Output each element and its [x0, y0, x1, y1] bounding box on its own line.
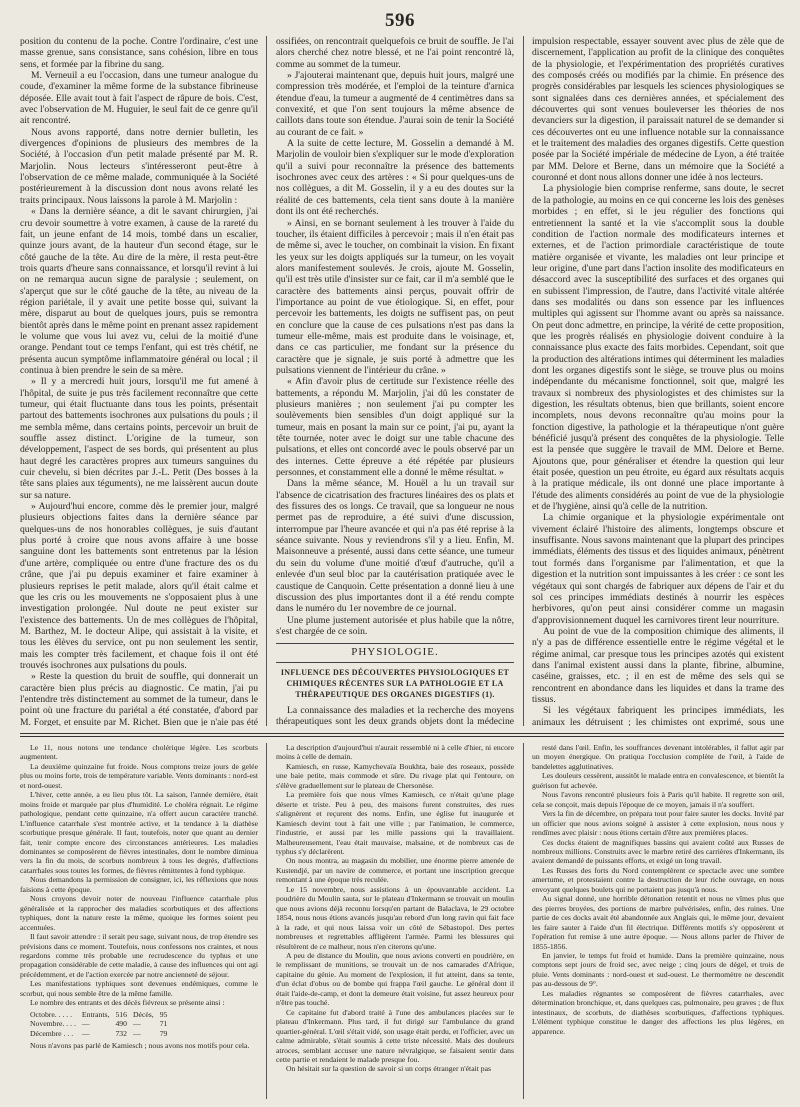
lower-column-2	[276, 743, 514, 1099]
paragraph: Au point de vue de la composition chimique des aliments, il n'y a pas de différence essentielle entre le régime végétal et le régime animal, car presque tous les principes azotés qui existent dans l'animal existent aussi dans la plante, fibrine, albumine, caséine, graisses, etc. ; il en est de même des sels qui se rencontrent en abondance dans les liquides et dans la trame des tissus.	[532, 625, 784, 705]
paragraph: resté dans l'œil. Enfin, les souffrances devenant intolérables, il fallut agir par un moyen énergique. On pratiqua l'occlusion complète de l'œil, à l'aide de bandelettes agglutinatives.	[532, 743, 784, 771]
paragraph: » Il y a mercredi huit jours, lorsqu'il me fut amené à l'hôpital, de suite je pus très facilement reconnaître que cette tumeur, qui était fluctuante dans tous les points, présentait partout des battements isochrones aux pulsations du pouls ; il me sembla même, dans certains points, percevoir un bruit de souffle assez distinct. L'origine de la tumeur, son développement, l'aspect de ses bords, qui présentent au plus haut degré les caractères propres aux tumeurs sanguines du cuir chevelu, si bien décrites par J.-L. Petit (Des bosses à la tête sans plaies aux téguments), ne me laissèrent aucun doute sur sa nature.	[20, 376, 258, 501]
table-cell: Novembre. . . .	[30, 1019, 76, 1029]
table-cell: Octobre. . . . .	[30, 1009, 73, 1019]
table-cell: Décembre . . .	[30, 1028, 74, 1038]
table-cell: Entrants,	[81, 1009, 110, 1019]
paragraph: » J'ajouterai maintenant que, depuis huit jours, malgré une compression très modérée, et l'emploi de la teinture d'arnica étendue d'eau, la tumeur a augmenté de 4 centimètres dans sa convexité, et que l'on sent toujours la même absence de caillots dans toute son étendue. J'aurai soin de tenir la Société au courant de ce fait. »	[276, 70, 514, 138]
column-divider	[523, 743, 524, 1099]
page-number: 596	[385, 10, 415, 31]
upper-column-2	[276, 36, 514, 726]
paragraph: » Aujourd'hui encore, comme dès le premier jour, malgré plusieurs objections faites dans la dernière séance par quelques-uns de nos honorables collègues, je suis d'autant plus porté à croire que nous avons affaire à une bosse sanguine dont les battements sont entretenus par la lésion d'une artère, compliquée ou entre d'une fracture des os du crâne, que j'ai pu depuis examiner et faire examiner à plusieurs reprises le petit malade, alors qu'il était calme et que les cris ou les mouvements ne s'opposaient plus à une investigation prolongée. Nul doute ne peut exister sur l'existence des battements. Un de mes collègues de l'hôpital, M. Barthez, M. le docteur Alipe, qui assistait à la visite, et tous les élèves du service, ont pu non seulement les sentir, mais les compter très facilement, et chaque fois il ont été trouvés isochrones aux pulsations du pouls.	[20, 501, 258, 671]
paragraph: La connaissance des maladies et la recherche des moyens thérapeutiques sont les deux grands objets dont la médecine	[276, 704, 514, 726]
column-divider	[266, 743, 267, 1099]
paragraph: L'hiver, cette année, a eu lieu plus tôt. La saison, l'année dernière, était moins froide et marquée par plus d'humidité. Le choléra régnait. Le régime pathologique, pendant cette quinzaine, n'a offert aucun caractère tranché. L'influence catarrhale s'est montrée active, et la tendance à la diathèse scorbutique presque générale. Il faut, toutefois, noter que quant au dernier fait, tenir compte encore des circonstances antérieures. Les maladies dominantes se composèrent de fièvres intestinales, dont le nombre diminua vers la fin du mois, de scorbuts nombreux à tous les degrés, d'affections catarrhales sous toutes les formes, de fièvres rémittentes à fond typhique.	[20, 790, 258, 875]
article-subheading: INFLUENCE DES DÉCOUVERTES PHYSIOLOGIQUES ET CHIMIQUES RÉCENTES SUR LA PATHOLOGIE ET LA THÉRAPEUTIQUE DES ORGANES DIGESTIFS (1).	[280, 667, 510, 700]
table-cell: 732	[115, 1028, 127, 1038]
table-cell: Décès,	[132, 1009, 154, 1019]
paragraph: Le 15 novembre, nous assistions à un épouvantable accident. La poudrière du Moulin sauta, sur le plateau d'Inkermann se trouvait un moulin que nous avions déjà reconnu lorsqu'en partant de Balaclava, le 29 octobre 1854, nous nous étions avancés jusqu'au rebord d'un long ravin qui fait face à la rade, et qui nous laissa voir un côté de Sébastopol. Des pertes nombreuses et regrettables affligèrent l'armée. Parmi les blessures qui résultèrent de ce malheur, nous n'en citerons qu'une.	[276, 884, 514, 951]
paragraph: Si les végétaux fabriquent les principes immédiats, les animaux les détruisent ; les chimistes ont exprimé, sous une	[532, 705, 784, 726]
paragraph: Ces docks étaient de magnifiques bassins qui avaient coûté aux Russes de nombreux millions. Construits avec le marbre retiré des carrières d'Inkermann, ils avaient demandé de puissants efforts, et exigé un long travail.	[532, 837, 784, 866]
paragraph: Les douleurs cessèrent, aussitôt le malade entra en convalescence, et bientôt la guérison fut achevée.	[532, 771, 784, 790]
paragraph: M. Verneuil a eu l'occasion, dans une tumeur analogue du coude, d'examiner la même forme de la substance fibrineuse déposée. Elle avait tout à fait l'aspect de râpure de bois. C'est, avec l'observation de M. Huguier, le seul fait de ce genre qu'il ait rencontré.	[20, 70, 258, 127]
paragraph: Vers la fin de décembre, on prépara tout pour faire sauter les docks. Invité par un officier que nous avions soigné à assister à cette explosion, nous nous y rendîmes avec plaisir : nous étions certain d'être aux premières places.	[532, 809, 784, 838]
upper-section	[20, 36, 784, 726]
upper-column-1	[20, 36, 258, 726]
paragraph: On nous montra, au magasin du mobilier, une énorme pierre amenée de Kustendjé, par un navire de commerce, et portant une inscription grecque remontant à une époque très reculée.	[276, 856, 514, 885]
paragraph: La description d'aujourd'hui n'aurait ressemblé ni à celle d'hier, ni encore moins à celle de demain.	[276, 743, 514, 762]
paragraph: Le nombre des entrants et des décès fiévreux se présente ainsi :	[30, 998, 225, 1008]
table-cell: —	[132, 1019, 141, 1029]
feuilleton-section	[20, 743, 784, 1099]
table-cell: 79	[159, 1028, 168, 1038]
section-title-physiologie: PHYSIOLOGIE.	[276, 643, 514, 662]
paragraph: Les Russes des forts du Nord contemplèrent ce spectacle avec une sombre amertume, et protestaient contre la destruction de leur riche ouvrage, en nous envoyant quelques boulets qui ne portaient pas jusqu'à nous.	[532, 865, 784, 894]
paragraph: La chimie organique et la physiologie expérimentale ont vivement éclairé l'histoire des aliments, longtemps obscure et insuffisante. Nous savons maintenant que la plupart des principes immédiats, éléments des tissus et des liquides animaux, pénètrent tout formés dans l'organisme par l'alimentation, et que la digestion et la nutrition sont impuissantes à les créer : ce sont les végétaux qui sont chargés de fabriquer aux dépens de l'air et du sol ces principes immédiats destinés à nourrir les espèces herbivores, qu'on peut ainsi considérer comme un magasin d'approvisionnement duquel les carnivores tirent leur nourriture.	[532, 512, 784, 626]
paragraph: A la suite de cette lecture, M. Gosselin a demandé à M. Marjolin de vouloir bien s'expliquer sur le mode d'exploration qu'il a suivi pour reconnaître la présence des battements isochrones avec ceux des artères : « Si pour quelques-uns de nos collègues, a dit M. Gosselin, il y a eu des doutes sur la réalité de ces battements, cela tient sans doute à la manière dont ils ont été recherchés.	[276, 138, 514, 218]
paragraph: La physiologie bien comprise renferme, sans doute, le secret de la pathologie, au moins en ce qui concerne les lois des genèses morbides ; en effet, si le jeu régulier des fonctions qui entretiennent la santé et la vie s'accomplit sous la double condition de l'action normale des modificateurs internes et externes, et de l'action primordiale caractéristique de toute matière organisée et vivante, les maladies ont leur principe et leur origine, d'une part dans l'action insolite des modificateurs en désaccord avec la susceptibilité des surfaces et des organes qui en subissent l'impression, de l'autre, dans l'activité vitale altérée dans ses modalités ou dans son essence par les influences multiples qui agissent sur l'homme avant ou après sa naissance. On peut donc admettre, en principe, la vérité de cette proposition, que les progrès réalisés en physiologie doivent conduire à la connaissance plus exacte des faits morbides. Cependant, soit que la production des altérations intimes qui déterminent les maladies dont les organes digestifs sont le siège, se trouve plus ou moins indépendante du mécanisme fonctionnel, soit que, malgré les travaux si nombreux des physiologistes et des chimistes sur la digestion, les résultats obtenus, bien que brillants, soient encore incomplets, nous devons reconnaître qu'au moins pour la fonction digestive, la pathologie et la thérapeutique n'ont guère bénéficié jusqu'à présent des conquêtes de la physiologie. Telle est la pensée que suggère le travail de MM. Delore et Berne. Ajoutons que, pour généraliser et étendre la question qui leur était posée, question un peu étroite, eu égard aux résultats acquis à la pratique médicale, ils ont donné une place importante à l'étude des aliments considérés au point de vue de la physiologie et de l'hygiène, ainsi qu'à celle de la nutrition.	[532, 183, 784, 513]
paragraph: Au signal donné, une horrible détonation retentit et nous ne vîmes plus que des pierres broyées, des portions de marbre pulvérisées, enfin, des ruines. Une partie de ces docks avait été abandonnée aux Anglais qui, le même jour, devaient les faire sauter à l'aide d'un fil électrique. Différents motifs s'y opposèrent et l'opération fut remise à une autre époque. — Nous allons parler de l'hiver de 1855-1856.	[532, 894, 784, 951]
table-cell: —	[81, 1028, 90, 1038]
paragraph: Ce capitaine fut d'abord traité à l'une des ambulances placées sur le plateau d'Inkermann. Plus tard, il fut dirigé sur l'ambulance du grand quartier-général. L'œil s'était vidé, son usage était perdu, et l'officier, avec un calme admirable, s'était soumis à cette triste nécessité. Mais des douleurs atroces, semblant accuser une nature névralgique, se faisaient sentir dans cette partie et rendaient le malade presque fou.	[276, 1007, 514, 1064]
paragraph: A peu de distance du Moulin, que nous avions converti en poudrière, en le remplissant de munitions, se trouvait un de nos camarades d'Afrique, capitaine du génie. Au moment de l'explosion, il fut atteint, dans sa tente, d'un éclat d'obus ou de bombe qui frappa l'œil gauche. Le général dont il était l'aide-de-camp, et dont la demeure était voisine, fut assez heureux pour n'être pas touché.	[276, 950, 514, 1008]
table-cell: 490	[115, 1019, 127, 1029]
feuilleton-rule	[20, 736, 784, 737]
paragraph: position du contenu de la poche. Contre l'ordinaire, c'est une masse grenue, sans consistance, sans cohésion, libre en tous sens, et formée par la fibrine du sang.	[20, 36, 258, 70]
paragraph: Une plume justement autorisée et plus habile que la nôtre, s'est chargée de ce soin.	[276, 614, 514, 637]
paragraph: Nous croyons devoir noter de nouveau l'influence catarrhale plus généralisée et la rapprocher des maladies scorbutiques et des affections typhiques, dont la nature reste la même, quoique les formes soient peu accentuées.	[20, 894, 258, 932]
paragraph: La deuxième quinzaine fut froide. Nous comptons treize jours de gelée plus ou moins forte, trois de température variable. Vents dominants : nord-est et nord-ouest.	[20, 761, 258, 790]
table-cell: —	[81, 1019, 90, 1029]
paragraph: Nous demandons la permission de consigner, ici, les réflexions que nous faisions à cette époque.	[20, 875, 258, 894]
paragraph: On hésitait sur la question de savoir si un corps étranger n'était pas	[286, 1064, 492, 1074]
feuilleton-rule	[20, 733, 784, 734]
paragraph: « Dans la dernière séance, a dit le savant chirurgien, j'ai cru devoir soumettre à votre examen, à cause de la rareté du fait, un jeune enfant de 14 mois, tombé dans un escalier, quinze jours avant, de la hauteur d'un second étage, sur le côté gauche de la tête. Au dire de la mère, il resta peut-être trois quarts d'heure sans connaissance, et lorsqu'il revint à lui on ne remarqua aucun signe de paralysie ; seulement, on s'aperçut que sur le côté gauche de la tête, au niveau de la région pariétale, il y avait une petite bosse qui, suivant la mère, disparut au bout de quelques jours, puis se remontra bientôt après dans le même point en prenant assez rapidement le volume que vous lui avez vu, celui de la moitié d'une orange. Pendant tout ce temps l'enfant, qui est très chétif, ne présenta aucun symptôme inflammatoire général ou local ; il continua à bien prendre le sein de sa mère.	[20, 206, 258, 376]
table-row	[30, 1010, 173, 1019]
paragraph: » Reste la question du bruit de souffle, qui donnerait un caractère bien plus précis au diagnostic. Ce matin, j'ai pu l'entendre très distinctement au sommet de la tumeur, dans le point où une fracture du pariétal a été constatée, d'abord par M. Forget, et ensuite par M. Richet. Bien que je n'aie pas été	[20, 671, 258, 726]
admissions-deaths-table	[30, 1010, 173, 1038]
lower-column-1	[20, 743, 258, 1099]
paragraph: « Afin d'avoir plus de certitude sur l'existence réelle des battements, a répondu M. Marjolin, j'ai dû les constater de plusieurs manières ; non seulement j'ai pu compter les soulèvements bien sensibles d'un doigt appliqué sur la tumeur, mais en posant la main sur ce point, j'ai pu, ayant la tête tournée, noter avec le doigt sur une table chacune des pulsations, et elles ont concordé avec le pouls observé par un des internes. Cette épreuve a été répétée par plusieurs personnes, et constamment elle a donné le même résultat. »	[276, 376, 514, 479]
paragraph: Nous avons rapporté, dans notre dernier bulletin, les divergences d'opinions de plusieurs des membres de la Société, à l'occasion d'un petit malade présenté par M. R. Marjolin. Nous lecteurs s'intéresseront peut-être à l'observation de ce même malade, communiquée à la Société postérieurement à la discussion dont nous avons relaté les traits principaux. Nous laissons la parole à M. Marjolin :	[20, 126, 258, 206]
paragraph: La première fois que nous vîmes Kamiesch, ce n'était qu'une plage déserte et triste. Peu à peu, des maisons furent construites, des rues s'alignèrent et reçurent des noms. Enfin, une église fut inaugurée et Kamiesch devint tout à fait une ville ; par l'animation, le commerce, l'industrie, et aussi par les mille passions qui la travaillaient. Malheureusement, l'eau était mauvaise, malsaine, et de nombreux cas de typhus s'y déclarèrent.	[276, 790, 514, 856]
table-row	[30, 1029, 173, 1038]
upper-column-3	[532, 36, 784, 726]
table-cell: 516	[115, 1009, 127, 1019]
column-divider	[523, 36, 524, 726]
paragraph: Dans la même séance, M. Houël a lu un travail sur l'absence de cicatrisation des fractures linéaires des os plats et des fissures des os longs. Ce travail, que sa longueur ne nous permet pas de reproduire, a été suivi d'une discussion, interrompue par l'heure avancée et qui n'a pas été reprise à la séance suivante. Nous y reviendrons s'il y a lieu. Enfin, M. Maisonneuve a présenté, aussi dans cette séance, une tumeur du sein du volume d'une moitié d'œuf d'autruche, qu'il a enlevée d'un seul bloc par la cautérisation pratiquée avec le caustique de Canquoin. Cette présentation a donné lieu à une discussion des plus importantes dont il a été rendu compte dans le numéro du 1er novembre de ce journal.	[276, 478, 514, 615]
paragraph: En janvier, le temps fut froid et humide. Dans la première quinzaine, nous comptons sept jours de froid sec, avec neige ; cinq jours de dégel, et trois de pluie. Vents dominants : nord-ouest et sud-ouest. Le thermomètre ne descendit pas au-dessous de 9°.	[532, 950, 784, 989]
column-divider	[266, 36, 267, 726]
paragraph: Nous l'avons rencontré plusieurs fois à Paris qu'il habite. Il regrette son œil, cela se conçoit, mais depuis l'époque de ce moyen, jamais il n'a souffert.	[532, 790, 784, 809]
table-row	[30, 1019, 173, 1028]
table-cell: —	[132, 1028, 141, 1038]
paragraph: ossifiées, on rencontrait quelquefois ce bruit de souffle. Je l'ai alors cherché chez notre blessé, et ne l'ai point rencontré là, comme au sommet de la tumeur.	[276, 36, 514, 70]
paragraph: Le 11, nous notons une tendance cholérique légère. Les scorbuts augmentent.	[20, 743, 258, 762]
paragraph: Les manifestations typhiques sont devenues endémiques, comme le scorbut, qui nous semble être de la même famille.	[20, 979, 258, 998]
lower-column-3	[532, 743, 784, 1099]
paragraph: Il faut savoir attendre : il serait peu sage, suivant nous, de trop étendre ses prévisions dans ce moment. Toutefois, nous confessons nos craintes, et nous regardons comme très probable une recrudescence du typhus et une propagation considérable de cette maladie, à cause des influences qui ont agi précédemment, et de l'action exercée par notre ancienneté de séjour.	[20, 932, 258, 979]
table-cell: 95	[159, 1009, 168, 1019]
paragraph: Nous n'avons pas parlé de Kamiesch ; nous avons nos motifs pour cela.	[30, 1041, 250, 1051]
paragraph: » Ainsi, en se bornant seulement à les trouver à l'aide du toucher, ils étaient difficiles à percevoir ; mais il n'en était pas de même si, avec le toucher, on combinait la vision. En fixant les yeux sur les doigts appliqués sur la tumeur, on les voyait alors manifestement soulevés. Je crois, ajoute M. Gosselin, qu'il est très utile d'insister sur ce fait, car il m'a semblé que le caractère des battements ainsi perçus, pouvait offrir de l'importance au point de vue étiologique. Si, en effet, pour percevoir les battements, les doigts ne suffisent pas, on peut en conclure que la cause de ces pulsations n'est pas dans la tumeur elle-même, mais est produite dans le voisinage, et, dans ce cas particulier, me fondant sur la présence du caractère que je signale, je suis porté à admettre que les pulsations viennent de l'intérieur du crâne. »	[276, 217, 514, 376]
table-cell: 71	[159, 1019, 168, 1029]
paragraph: Kamiesch, en russe, Kamychevaïa Boukhta, baie des roseaux, possède une baie petite, mais commode et sûre. Du rivage plat qui l'entoure, on s'élève graduellement sur le plateau de Chersonèse.	[276, 761, 514, 790]
paragraph: Les maladies régnantes se composèrent de fièvres catarrhales, avec détermination bronchique, et, dans quelques cas, pulmonaire, peu graves ; de flux intestinaux, de scorbuts, de diathèses scorbutiques, d'affections typhiques. L'élément typhique constitue le danger des affections les plus légères, en apparence.	[532, 988, 784, 1036]
paragraph: impulsion respectable, essayer souvent avec plus de zèle que de discernement, l'application au profit de la clinique des conquêtes de la physiologie, et l'expérimentation des propriétés curatives des composés créés ou modifiés par la chimie. En présence des progrès considérables par lesquels les sciences physiologiques se sont signalées dans ces dernières années, et spécialement des découvertes qui sont venues bouleverser les théories de nos devanciers sur la digestion, il paraissait naturel de se demander si ces découvertes ont eu une influence notable sur la connaissance et le traitement des maladies des organes digestifs. Cette question posée par la Société impériale de médecine de Lyon, a été traitée par MM. Delore et Berne, dans un mémoire que la Société a couronné et dont nous allons donner une idée à nos lecteurs.	[532, 36, 784, 184]
